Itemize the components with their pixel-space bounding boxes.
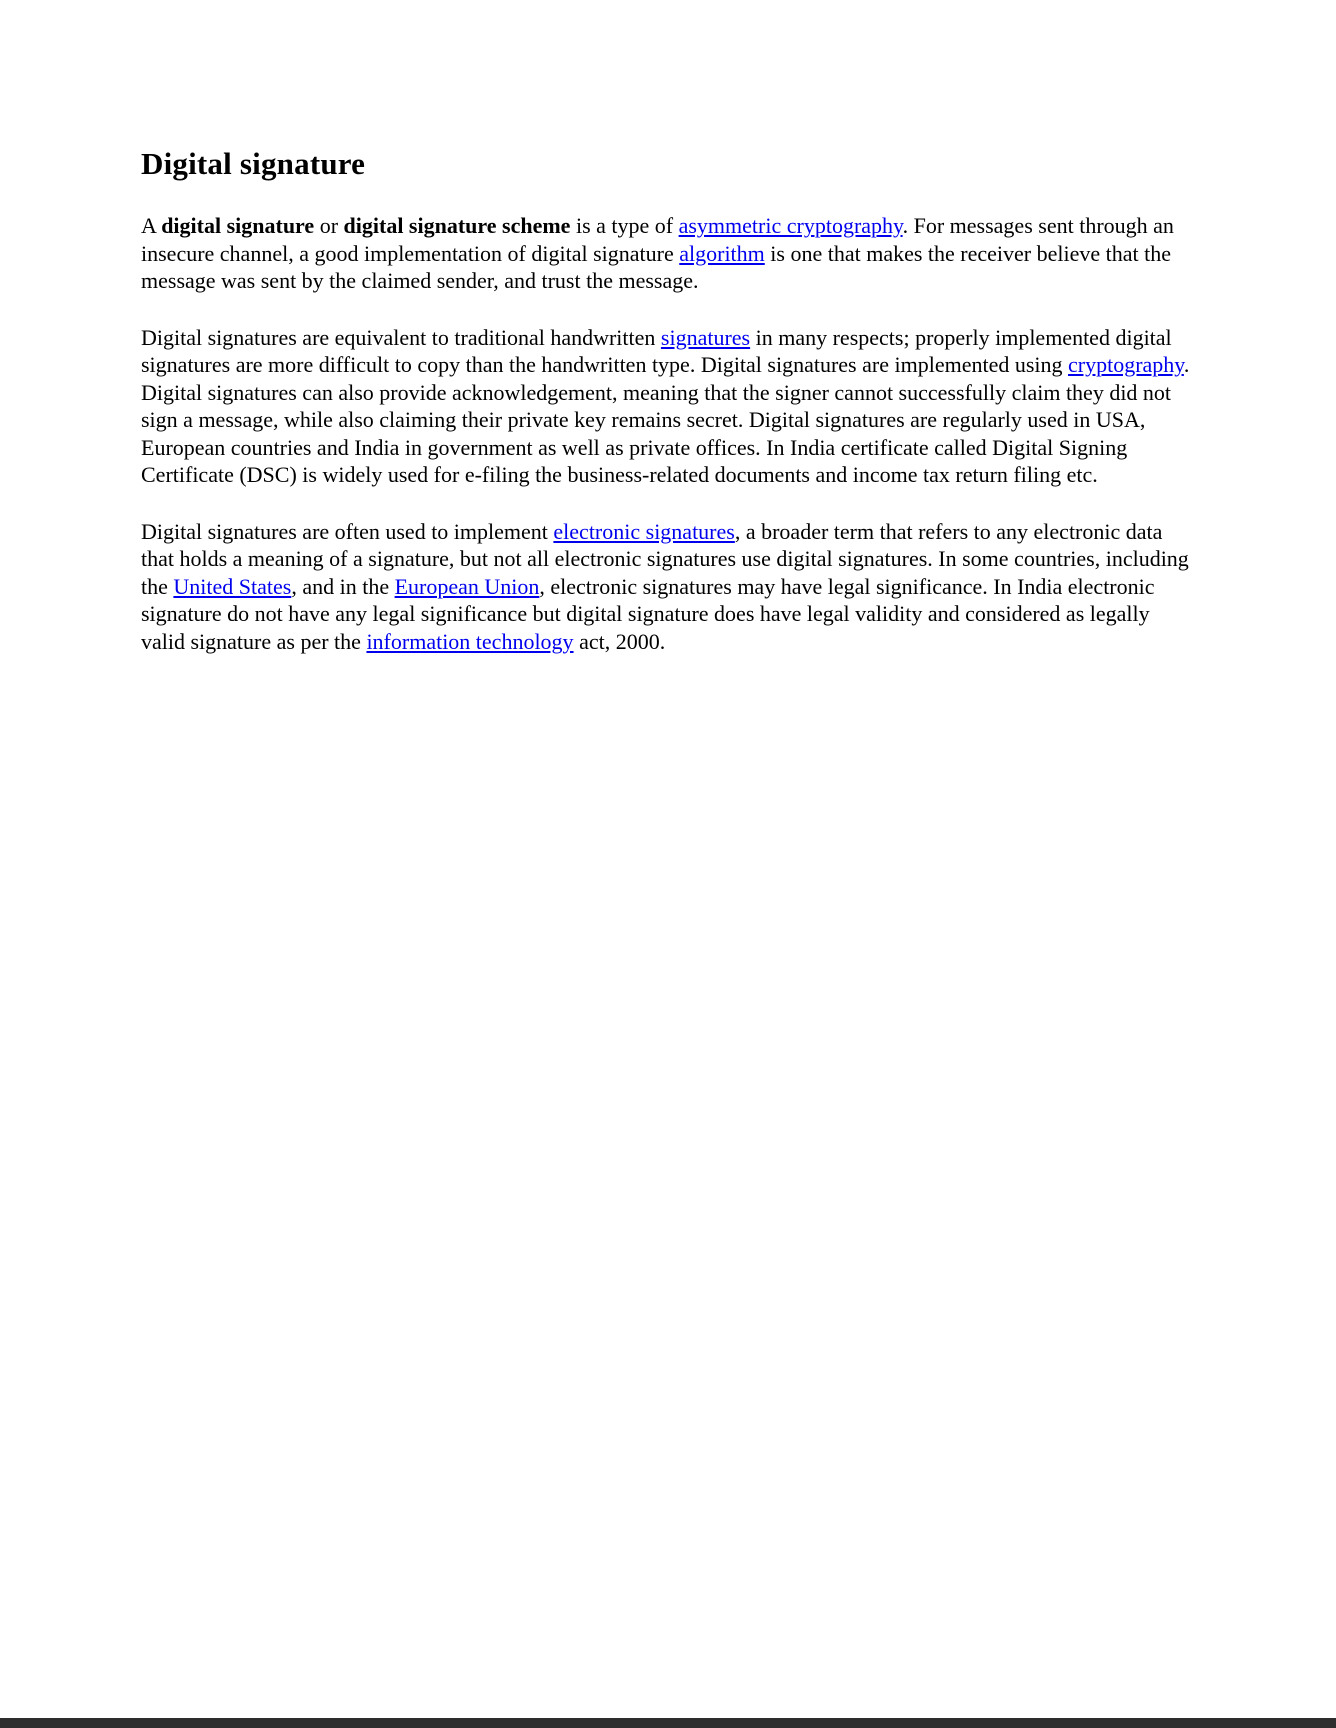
document-page [0, 0, 1336, 655]
paragraph-intro [141, 212, 1196, 295]
text-run: is one that makes the receiver believe that the message was sent by the claimed sender, and trust the message. [141, 240, 1171, 293]
text-run: Digital signatures are equivalent to traditional handwritten [141, 324, 661, 350]
text-run: . Digital signatures can also provide acknowledgement, meaning that the signer cannot successfully claim they did not sign a message, while also claiming their private key remains secret. Digital signatures are regularly used in USA, European countries and India in government as well as private offices. In India certificate called Digital Signing Certificate (DSC) is widely used for e-filing the business-related documents and income tax return filing etc. [141, 352, 1190, 487]
algorithm-link[interactable]: algorithm [679, 240, 765, 266]
text-run: Digital signatures are often used to implement [141, 518, 554, 544]
information-technology-link[interactable]: information technology [366, 628, 574, 654]
text-run: A [141, 213, 162, 238]
text-run: , and in the [291, 573, 395, 599]
european-union-link[interactable]: European Union [394, 573, 540, 599]
text-run: . For messages sent through an insecure channel, a good implementation of digital signature [141, 213, 1174, 266]
bold-term-digital-signature: digital signature [161, 213, 315, 238]
paragraph-equivalence [141, 324, 1196, 489]
text-run: or [314, 213, 344, 238]
text-run: in many respects; properly implemented digital signatures are more difficult to copy than the handwritten type. Digital signatures are implemented using [141, 324, 1172, 377]
signatures-link[interactable]: signatures [660, 324, 751, 350]
text-run: act, 2000. [573, 628, 666, 654]
bold-term-digital-signature-scheme: digital signature scheme [343, 213, 571, 238]
paragraph-electronic-signatures [141, 518, 1196, 656]
asymmetric-cryptography-link[interactable]: asymmetric cryptography [678, 213, 903, 238]
taskbar-edge [0, 1718, 1336, 1728]
united-states-link[interactable]: United States [173, 573, 292, 599]
text-run: , a broader term that refers to any electronic data that holds a meaning of a signature, but not all electronic signatures use digital signatures. In some countries, including the [141, 518, 1189, 599]
text-run: , electronic signatures may have legal significance. In India electronic signature do not have any legal significance but digital signature does have legal validity and considered as legally valid signature as per the [141, 573, 1155, 654]
text-run: is a type of [570, 213, 679, 238]
electronic-signatures-link[interactable]: electronic signatures [553, 518, 735, 544]
page-title: Digital signature [141, 146, 366, 181]
cryptography-link[interactable]: cryptography [1068, 352, 1184, 377]
